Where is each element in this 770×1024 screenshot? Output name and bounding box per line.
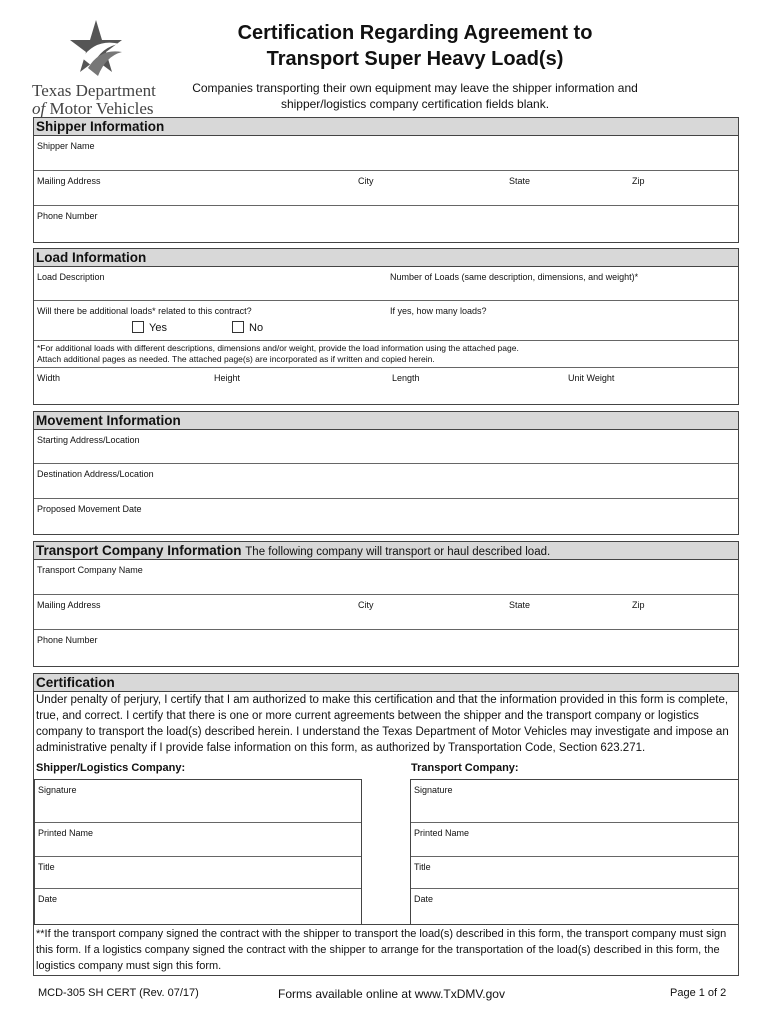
certification-heading: Certification (34, 674, 738, 692)
txdmv-logo (28, 18, 168, 118)
form-id: MCD-305 SH CERT (Rev. 07/17) (38, 987, 199, 999)
starting-address-field[interactable]: Starting Address/Location (34, 430, 738, 464)
shipper-address-row[interactable]: Mailing Address City State Zip (34, 171, 738, 206)
movement-heading: Movement Information (34, 412, 738, 430)
load-dimensions-row[interactable]: Width Height Length Unit Weight (37, 373, 615, 383)
form-title: Certification Regarding Agreement to Transport Super Heavy Load(s) (237, 22, 593, 70)
load-heading: Load Information (34, 249, 738, 267)
load-note: *For additional loads with different descriptions, dimensions and/or weight, provide the load information using the attached page. Attach additional pages as needed. The attached page(s) are incorporated as if written and copied herein. (34, 341, 738, 368)
transport-title-field[interactable]: Title (411, 857, 738, 889)
movement-section (33, 411, 739, 535)
agency-name-line1: Texas Department (32, 81, 156, 100)
transport-section (33, 541, 739, 667)
shipper-date-field[interactable]: Date (38, 894, 58, 904)
destination-address-field[interactable]: Destination Address/Location (34, 464, 738, 499)
star-logo-icon (62, 18, 124, 80)
transport-signature-field[interactable]: Signature (411, 780, 738, 823)
transport-heading: Transport Company Information The following company will transport or haul described load. (34, 542, 738, 560)
shipper-signature-field[interactable]: Signature (35, 780, 361, 823)
transport-signature-block (410, 779, 739, 925)
signature-footnote: **If the transport company signed the contract with the shipper to transport the load(s) described in this form, the transport company must sign this form. If a logistics company signed the contract with the shipper to arrange for the transportation of the load(s) described in this form, the logistics company must sign this form. (33, 924, 739, 976)
no-checkbox[interactable]: No (232, 321, 263, 334)
shipper-title-field[interactable]: Title (35, 857, 361, 889)
website-link[interactable]: Forms available online at www.TxDMV.gov (278, 987, 505, 1001)
shipper-signature-block (34, 779, 362, 925)
additional-loads-row: Will there be additional loads* related to this contract? If yes, how many loads? Yes No (34, 301, 738, 341)
page-number: Page 1 of 2 (670, 987, 727, 999)
transport-phone-field[interactable]: Phone Number (37, 635, 98, 645)
transport-address-row[interactable]: Mailing Address City State Zip (34, 595, 738, 630)
yes-checkbox[interactable]: Yes (132, 321, 167, 334)
transport-company-label: Transport Company: (411, 762, 519, 774)
shipper-heading: Shipper Information (34, 118, 738, 136)
transport-printed-name-field[interactable]: Printed Name (411, 823, 738, 857)
shipper-printed-name-field[interactable]: Printed Name (35, 823, 361, 857)
shipper-phone-field[interactable]: Phone Number (37, 211, 98, 221)
certification-section (33, 673, 739, 925)
agency-name-line2: of Motor Vehicles (32, 99, 154, 118)
transport-date-field[interactable]: Date (414, 894, 434, 904)
load-section (33, 248, 739, 405)
shipper-logistics-label: Shipper/Logistics Company: (36, 762, 186, 774)
shipper-name-field[interactable]: Shipper Name (34, 136, 738, 171)
transport-name-field[interactable]: Transport Company Name (34, 560, 738, 595)
movement-date-field[interactable]: Proposed Movement Date (37, 504, 142, 514)
form-subtitle: Companies transporting their own equipment may leave the shipper information and shipper/logistics company certification fields blank. (192, 81, 638, 111)
load-description-row[interactable]: Load Description Number of Loads (same description, dimensions, and weight)* (34, 267, 738, 301)
certification-text: Under penalty of perjury, I certify that I am authorized to make this certification and that the information provided in this form is complete, true, and correct. I certify that there is one or more current agreements between the shipper and the transport company or logistics company to transport the load(s) described herein. I understand the Texas Department of Motor Vehicles may investigate and impose an administrative penalty if I provide false information on this form, as authorized by Transportation Code, Section 623.271. (36, 694, 729, 754)
shipper-section (33, 117, 739, 243)
